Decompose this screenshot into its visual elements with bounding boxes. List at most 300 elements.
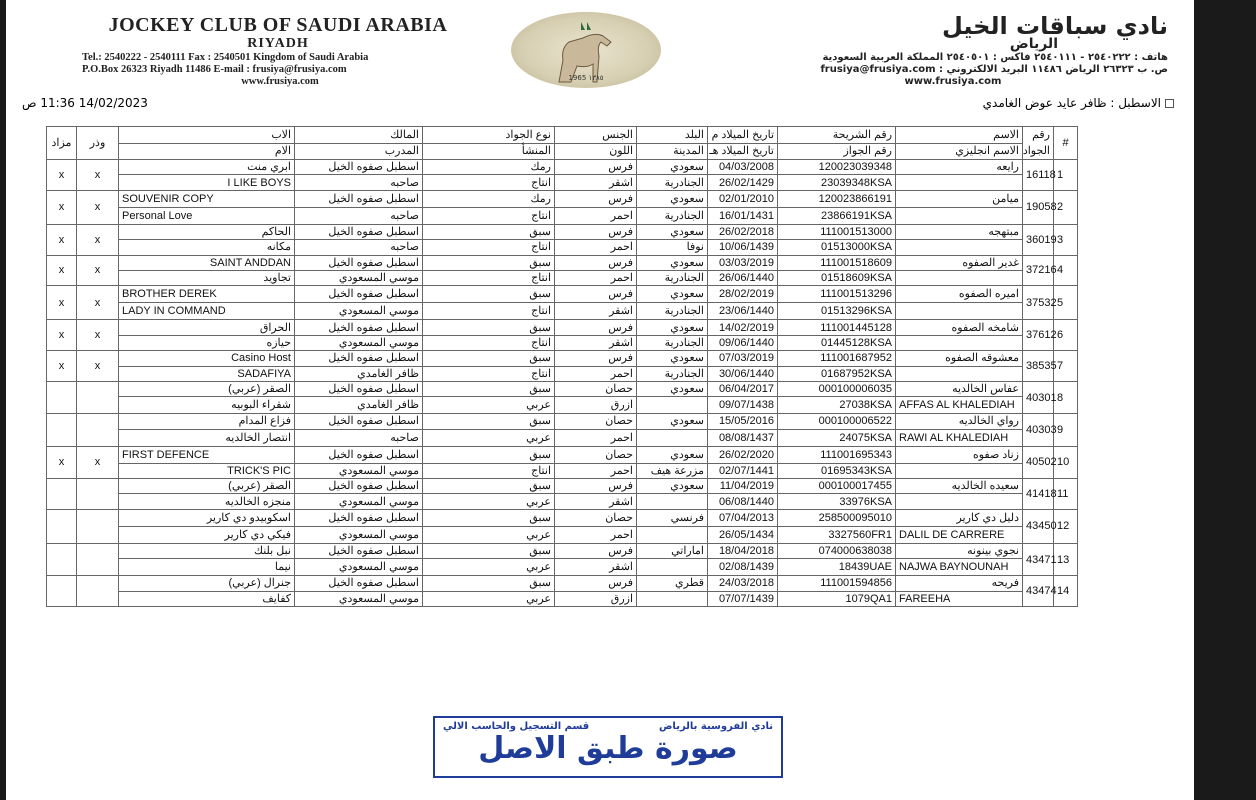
sire-cell: الصقر (عربي) [119, 381, 295, 396]
breed-cell: رمك [423, 190, 555, 207]
reg-cell: 37532 [1023, 286, 1054, 320]
dob-g-cell: 07/03/2019 [708, 351, 778, 366]
city-cell: الجنادرية [637, 335, 708, 350]
dam-cell: حيازه [119, 335, 295, 350]
chip-cell: 111001695343 [778, 446, 896, 463]
sex-cell: فرس [555, 543, 637, 558]
trainer-cell: موسي المسعودي [295, 463, 423, 478]
auction-mark [47, 381, 77, 413]
row-number: 6 [1054, 320, 1078, 351]
table-row [47, 479, 1256, 494]
row-number: 11 [1054, 479, 1078, 510]
name-cell: رواي الخالديه [896, 414, 1023, 429]
dob-h-cell: 26/06/1440 [708, 270, 778, 285]
city-cell: الجنادرية [637, 270, 708, 285]
color-cell: اشقر [555, 175, 637, 190]
name-en-cell [896, 270, 1023, 285]
sire-cell: الحراق [119, 320, 295, 335]
row-number: 9 [1054, 414, 1078, 446]
reg-cell: 40301 [1023, 381, 1054, 413]
trainer-cell: موسي المسعودي [295, 591, 423, 606]
sex-cell: فرس [555, 255, 637, 270]
origin-cell: انتاج [423, 207, 555, 224]
dam-cell: SADAFIYA [119, 366, 295, 381]
auction-mark: x [47, 320, 77, 351]
auction-mark: x [47, 224, 77, 255]
auction-mark [47, 509, 77, 543]
row-number: 3 [1054, 224, 1078, 255]
name-en-cell [896, 175, 1023, 190]
chip-cell: 074000638038 [778, 543, 896, 558]
owner-cell: اسطبل صفوه الخيل [295, 576, 423, 591]
retire-mark [77, 509, 119, 543]
reg-cell: 37612 [1023, 320, 1054, 351]
city-cell: مزرعة هيف [637, 463, 708, 478]
name-cell: معشوقه الصفوه [896, 351, 1023, 366]
reg-cell: 37216 [1023, 255, 1054, 286]
auction-mark [47, 543, 77, 575]
contact-line-ar-2: ص. ب ٢٦٣٢٣ الرياض ١١٤٨٦ البريد الالكتروني : frusiya@frusiya.com [820, 64, 1168, 75]
sex-cell: فرس [555, 224, 637, 239]
breed-cell: سبق [423, 381, 555, 396]
color-cell: احمر [555, 270, 637, 285]
dam-cell: فيكي دي كارير [119, 526, 295, 543]
dob-g-cell: 26/02/2018 [708, 224, 778, 239]
dob-h-cell: 09/07/1438 [708, 397, 778, 414]
breed-cell: سبق [423, 509, 555, 526]
stamp-main-text: صورة طبق الاصل [478, 731, 738, 766]
origin-cell: عربي [423, 559, 555, 576]
sire-cell: BROTHER DEREK [119, 286, 295, 303]
table-row [47, 543, 1256, 558]
retire-mark [77, 576, 119, 607]
name-cell: ميامن [896, 190, 1023, 207]
chip-cell: 258500095010 [778, 509, 896, 526]
table-row [47, 381, 1256, 396]
country-cell: سعودي [637, 255, 708, 270]
row-number: 10 [1054, 446, 1078, 478]
name-cell: عفاس الخالديه [896, 381, 1023, 396]
reg-cell: 38535 [1023, 351, 1054, 382]
col-chip: رقم الشريحة [778, 127, 896, 144]
chip-cell: 111001594856 [778, 576, 896, 591]
city-cell: نوفا [637, 240, 708, 255]
dam-cell: I LIKE BOYS [119, 175, 295, 190]
trainer-cell: موسي المسعودي [295, 494, 423, 509]
name-en-cell [896, 207, 1023, 224]
origin-cell: عربي [423, 494, 555, 509]
dam-cell: LADY IN COMMAND [119, 303, 295, 320]
city-cell [637, 494, 708, 509]
reg-cell: 19058 [1023, 190, 1054, 224]
sire-cell: SAINT ANDDAN [119, 255, 295, 270]
name-cell: سعيده الخالديه [896, 479, 1023, 494]
retire-mark: x [77, 255, 119, 286]
dob-h-cell: 23/06/1440 [708, 303, 778, 320]
sire-cell: ابري منت [119, 160, 295, 175]
retire-mark: x [77, 224, 119, 255]
dam-cell: منجزه الخالديه [119, 494, 295, 509]
breed-cell: سبق [423, 543, 555, 558]
name-en-cell [896, 303, 1023, 320]
col-name: الاسم [896, 127, 1023, 144]
website-en: www.frusiya.com [241, 76, 319, 87]
sex-cell: حصان [555, 446, 637, 463]
table-row [47, 320, 1256, 335]
name-en-cell [896, 366, 1023, 381]
contact-line-en-1: Tel.: 2540222 - 2540111 Fax : 2540501 Kingdom of Saudi Arabia [82, 52, 369, 63]
dob-g-cell: 18/04/2018 [708, 543, 778, 558]
trainer-cell: ظافر الغامدي [295, 397, 423, 414]
col-reg: رقم الجواد [1023, 127, 1054, 160]
dob-h-cell: 06/08/1440 [708, 494, 778, 509]
owner-cell: اسطبل صفوه الخيل [295, 543, 423, 558]
name-en-cell [896, 494, 1023, 509]
trainer-cell: صاحبه [295, 207, 423, 224]
reg-cell: 40502 [1023, 446, 1054, 478]
sex-cell: فرس [555, 286, 637, 303]
color-cell: احمر [555, 526, 637, 543]
retire-mark: x [77, 320, 119, 351]
row-number: 8 [1054, 381, 1078, 413]
passport-cell: 01695343KSA [778, 463, 896, 478]
country-cell: فرنسي [637, 509, 708, 526]
row-number: 2 [1054, 190, 1078, 224]
name-cell: فريحه [896, 576, 1023, 591]
reg-cell: 43471 [1023, 543, 1054, 575]
auction-mark: x [47, 160, 77, 191]
print-datetime: 14/02/2023 11:36 ص [22, 96, 148, 110]
color-cell: ازرق [555, 397, 637, 414]
reg-cell: 40303 [1023, 414, 1054, 446]
chip-cell: 000100017455 [778, 479, 896, 494]
sex-cell: فرس [555, 479, 637, 494]
owner-cell: اسطبل صفوه الخيل [295, 351, 423, 366]
col-breed: نوع الجواد [423, 127, 555, 144]
owner-cell: اسطبل صفوه الخيل [295, 479, 423, 494]
stamp-dept: قسم التسجيل والحاسب الالي [443, 721, 590, 732]
club-name-en: JOCKEY CLUB OF SAUDI ARABIA [108, 14, 448, 36]
dob-h-cell: 30/06/1440 [708, 366, 778, 381]
stamp-org: نادي الفروسية بالرياض [658, 721, 773, 732]
owner-cell: اسطبل صفوه الخيل [295, 446, 423, 463]
col-name-en: الاسم انجليزي [896, 143, 1023, 160]
name-en-cell [896, 463, 1023, 478]
reg-cell: 43450 [1023, 509, 1054, 543]
retire-mark: x [77, 351, 119, 382]
city-cell [637, 397, 708, 414]
chip-cell: 111001513000 [778, 224, 896, 239]
chip-cell: 111001445128 [778, 320, 896, 335]
chip-cell: 111001518609 [778, 255, 896, 270]
dob-g-cell: 04/03/2008 [708, 160, 778, 175]
row-number: 12 [1054, 509, 1078, 543]
chip-cell: 120023039348 [778, 160, 896, 175]
country-cell: اماراتي [637, 543, 708, 558]
origin-cell: انتاج [423, 303, 555, 320]
city-cell [637, 429, 708, 446]
sire-cell: نبل بلنك [119, 543, 295, 558]
color-cell: احمر [555, 366, 637, 381]
chip-cell: 000100006522 [778, 414, 896, 429]
country-cell: سعودي [637, 479, 708, 494]
country-cell: سعودي [637, 160, 708, 175]
passport-cell: 24075KSA [778, 429, 896, 446]
dob-h-cell: 26/05/1434 [708, 526, 778, 543]
city-cell: الجنادرية [637, 303, 708, 320]
name-cell: رايعه [896, 160, 1023, 175]
name-cell: شامخه الصفوه [896, 320, 1023, 335]
sex-cell: حصان [555, 509, 637, 526]
color-cell: احمر [555, 429, 637, 446]
chip-cell: 000100006035 [778, 381, 896, 396]
dob-h-cell: 07/07/1439 [708, 591, 778, 606]
breed-cell: سبق [423, 286, 555, 303]
dob-h-cell: 09/06/1440 [708, 335, 778, 350]
dam-cell: انتصار الخالديه [119, 429, 295, 446]
dob-g-cell: 11/04/2019 [708, 479, 778, 494]
reg-cell: 16118 [1023, 160, 1054, 191]
sex-cell: فرس [555, 160, 637, 175]
dob-h-cell: 02/08/1439 [708, 559, 778, 576]
dob-h-cell: 10/06/1439 [708, 240, 778, 255]
col-country: البلد [637, 127, 708, 144]
passport-cell: 01513000KSA [778, 240, 896, 255]
breed-cell: سبق [423, 446, 555, 463]
trainer-cell: موسي المسعودي [295, 559, 423, 576]
contact-line-ar-1: هاتف : ٢٥٤٠٢٢٢ - ٢٥٤٠١١١ فاكس : ٢٥٤٠٥٠١ المملكة العربية السعودية [822, 52, 1168, 63]
table-row [47, 160, 1256, 175]
col-sex: الجنس [555, 127, 637, 144]
breed-cell: سبق [423, 224, 555, 239]
dob-g-cell: 14/02/2019 [708, 320, 778, 335]
sire-cell: جنرال (عربي) [119, 576, 295, 591]
retire-mark [77, 543, 119, 575]
col-origin: المنشأ [423, 143, 555, 160]
auction-mark: x [47, 351, 77, 382]
name-en-cell: RAWI AL KHALEDIAH [896, 429, 1023, 446]
auction-mark: x [47, 255, 77, 286]
passport-cell: 18439UAE [778, 559, 896, 576]
owner-cell: اسطبل صفوه الخيل [295, 381, 423, 396]
dam-cell: كفايف [119, 591, 295, 606]
passport-cell: 01445128KSA [778, 335, 896, 350]
name-cell: دليل دي كارير [896, 509, 1023, 526]
retire-mark: x [77, 446, 119, 478]
name-en-cell: AFFAS AL KHALEDIAH [896, 397, 1023, 414]
origin-cell: عربي [423, 526, 555, 543]
color-cell: اشقر [555, 559, 637, 576]
auction-mark [47, 414, 77, 446]
passport-cell: 27038KSA [778, 397, 896, 414]
name-en-cell: DALIL DE CARRERE [896, 526, 1023, 543]
owner-cell: اسطبل صفوه الخيل [295, 320, 423, 335]
owner-cell: اسطبل صفوه الخيل [295, 509, 423, 526]
dob-g-cell: 24/03/2018 [708, 576, 778, 591]
color-cell: احمر [555, 463, 637, 478]
country-cell: سعودي [637, 320, 708, 335]
col-city: المدينة [637, 143, 708, 160]
trainer-cell: صاحبه [295, 240, 423, 255]
owner-cell: اسطبل صفوه الخيل [295, 160, 423, 175]
sire-cell: SOUVENIR COPY [119, 190, 295, 207]
color-cell: احمر [555, 240, 637, 255]
sire-cell: الصقر (عربي) [119, 479, 295, 494]
retire-mark [77, 414, 119, 446]
letterhead-arabic [738, 12, 1168, 88]
dob-h-cell: 08/08/1437 [708, 429, 778, 446]
sex-cell: فرس [555, 351, 637, 366]
origin-cell: انتاج [423, 366, 555, 381]
dob-g-cell: 28/02/2019 [708, 286, 778, 303]
horses-table [46, 126, 1256, 607]
reg-cell: 43474 [1023, 576, 1054, 607]
auction-mark [47, 479, 77, 510]
col-num: # [1054, 127, 1078, 160]
country-cell: سعودي [637, 446, 708, 463]
row-number: 14 [1054, 576, 1078, 607]
city-ar: الرياض [1009, 36, 1058, 52]
auction-mark: x [47, 446, 77, 478]
col-dam: الام [119, 143, 295, 160]
row-number: 1 [1054, 160, 1078, 191]
trainer-cell: صاحبه [295, 429, 423, 446]
row-number: 4 [1054, 255, 1078, 286]
name-en-cell: NAJWA BAYNOUNAH [896, 559, 1023, 576]
breed-cell: سبق [423, 576, 555, 591]
sire-cell: اسكوبيدو دي كارير [119, 509, 295, 526]
name-cell: نجوي بينونه [896, 543, 1023, 558]
name-cell: زناد صفوه [896, 446, 1023, 463]
owner-cell: اسطبل صفوه الخيل [295, 190, 423, 207]
col-trainer: المدرب [295, 143, 423, 160]
dob-h-cell: 16/01/1431 [708, 207, 778, 224]
sire-cell: فزاع المدام [119, 414, 295, 429]
color-cell: اشقر [555, 303, 637, 320]
dob-g-cell: 15/05/2016 [708, 414, 778, 429]
stable-owner-text: الاسطبل : ظافر عايد عوض الغامدي [982, 96, 1161, 110]
passport-cell: 23039348KSA [778, 175, 896, 190]
sire-cell: Casino Host [119, 351, 295, 366]
col-dob-g: تاريخ الميلاد م [708, 127, 778, 144]
passport-cell: 1079QA1 [778, 591, 896, 606]
color-cell: ازرق [555, 591, 637, 606]
country-cell: سعودي [637, 190, 708, 207]
country-cell: سعودي [637, 414, 708, 429]
origin-cell: عربي [423, 397, 555, 414]
passport-cell: 01518609KSA [778, 270, 896, 285]
country-cell: سعودي [637, 286, 708, 303]
header-row-1 [47, 127, 1256, 144]
retire-mark [77, 381, 119, 413]
passport-cell: 23866191KSA [778, 207, 896, 224]
owner-cell: اسطبل صفوه الخيل [295, 414, 423, 429]
dam-cell: Personal Love [119, 207, 295, 224]
breed-cell: سبق [423, 351, 555, 366]
club-logo-horse-icon [511, 12, 661, 88]
dam-cell: شقراء البوبيه [119, 397, 295, 414]
contact-line-en-2: P.O.Box 26323 Riyadh 11486 E-mail : frusiya@frusiya.com [82, 64, 347, 75]
dob-g-cell: 06/04/2017 [708, 381, 778, 396]
origin-cell: عربي [423, 591, 555, 606]
retire-mark: x [77, 190, 119, 224]
origin-cell: انتاج [423, 175, 555, 190]
dob-g-cell: 07/04/2013 [708, 509, 778, 526]
breed-cell: سبق [423, 414, 555, 429]
city-cell: الجنادرية [637, 175, 708, 190]
letterhead-english [78, 14, 478, 88]
auction-mark: x [47, 286, 77, 320]
country-cell: قطري [637, 576, 708, 591]
city-cell: الجنادرية [637, 366, 708, 381]
city-cell [637, 591, 708, 606]
breed-cell: سبق [423, 255, 555, 270]
origin-cell: انتاج [423, 240, 555, 255]
trainer-cell: صاحبه [295, 175, 423, 190]
row-number: 7 [1054, 351, 1078, 382]
retire-mark: x [77, 160, 119, 191]
checkbox-icon [1165, 99, 1174, 108]
dob-g-cell: 26/02/2020 [708, 446, 778, 463]
origin-cell: انتاج [423, 463, 555, 478]
col-color: اللون [555, 143, 637, 160]
club-name-ar: نادي سباقات الخيل [941, 12, 1168, 40]
dob-g-cell: 02/01/2010 [708, 190, 778, 207]
dam-cell: تجاويد [119, 270, 295, 285]
sire-cell: FIRST DEFENCE [119, 446, 295, 463]
reg-cell: 36019 [1023, 224, 1054, 255]
certified-copy-stamp [433, 716, 783, 778]
dam-cell: TRICK'S PIC [119, 463, 295, 478]
city-en: RIYADH [247, 36, 309, 51]
sex-cell: فرس [555, 320, 637, 335]
city-cell [637, 559, 708, 576]
col-retire: وذر [77, 127, 119, 160]
country-cell: سعودي [637, 224, 708, 239]
col-owner: المالك [295, 127, 423, 144]
logo-years: 1965 ١٣٨٥ [568, 74, 604, 82]
retire-mark: x [77, 286, 119, 320]
dam-cell: مكانه [119, 240, 295, 255]
name-en-cell: FAREEHA [896, 591, 1023, 606]
name-en-cell [896, 335, 1023, 350]
table-row [47, 414, 1256, 429]
stable-owner [983, 96, 1174, 110]
dam-cell: نيما [119, 559, 295, 576]
table-row [47, 255, 1256, 270]
table-row [47, 446, 1256, 463]
table-row [47, 286, 1256, 303]
document-page [6, 0, 1194, 800]
color-cell: اشقر [555, 494, 637, 509]
sex-cell: فرس [555, 576, 637, 591]
passport-cell: 01687952KSA [778, 366, 896, 381]
table-row [47, 576, 1256, 591]
color-cell: اشقر [555, 335, 637, 350]
trainer-cell: موسي المسعودي [295, 270, 423, 285]
country-cell: سعودي [637, 381, 708, 396]
reg-cell: 41418 [1023, 479, 1054, 510]
name-cell: اميره الصفوه [896, 286, 1023, 303]
chip-cell: 111001513296 [778, 286, 896, 303]
table-row [47, 190, 1256, 207]
website-ar: www.frusiya.com [904, 76, 1002, 87]
sex-cell: فرس [555, 190, 637, 207]
origin-cell: انتاج [423, 335, 555, 350]
origin-cell: عربي [423, 429, 555, 446]
passport-cell: 01513296KSA [778, 303, 896, 320]
sex-cell: حصان [555, 414, 637, 429]
